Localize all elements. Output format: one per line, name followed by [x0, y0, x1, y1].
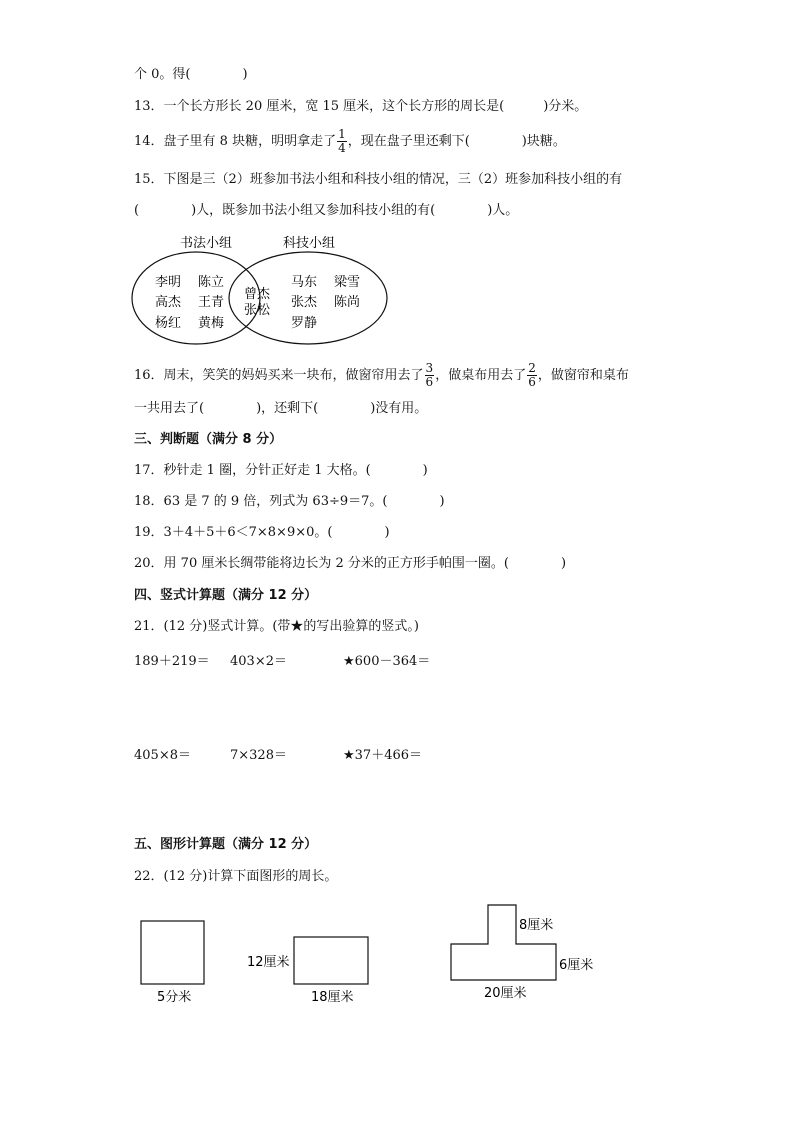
square-figure: [141, 921, 204, 984]
venn-right-name: 梁雪: [334, 275, 361, 290]
question-20: 20．用 70 厘米长绸带能将边长为 2 分米的正方形手帕围一圈。( ): [134, 556, 567, 571]
venn-right-name: 马东: [291, 275, 318, 290]
question-18: 18．63 是 7 的 9 倍，列式为 63÷9＝7。( ): [134, 494, 445, 509]
venn-left-name: 王青: [198, 295, 225, 310]
question-15-line1: 15．下图是三（2）班参加书法小组和科技小组的情况，三（2）班参加科技小组的有: [134, 172, 623, 187]
square-side-label: 5分米: [157, 990, 192, 1005]
t-shape-side-label: 6厘米: [559, 958, 594, 973]
q16-text-c: ，做窗帘和桌布: [537, 368, 629, 383]
q14-text-before: 14．盘子里有 8 块糖，明明拿走了: [134, 134, 337, 149]
venn-right-circle: [229, 252, 387, 344]
venn-right-name: 陈尚: [334, 295, 361, 310]
question-16-line1: [134, 362, 629, 389]
venn-left-name: 杨红: [155, 316, 182, 331]
t-shape-bottom-label: 20厘米: [484, 986, 527, 1001]
question-14: [134, 128, 566, 155]
calc-expression-with-check: ★600－364＝: [343, 654, 431, 669]
section-3-heading: 三、判断题（满分 8 分）: [134, 432, 283, 447]
rectangle-figure: [294, 937, 368, 984]
calc-expression: 405×8＝: [134, 748, 191, 763]
q16-fraction-1-numerator: 3: [425, 361, 434, 375]
question-22: 22．(12 分)计算下面图形的周长。: [134, 869, 338, 884]
venn-right-name: 张杰: [291, 295, 318, 310]
venn-middle-name: 张松: [244, 303, 271, 318]
venn-right-name: 罗静: [291, 316, 318, 331]
question-17: 17．秒针走 1 圈，分针正好走 1 大格。( ): [134, 463, 428, 478]
venn-left-label: 书法小组: [180, 236, 233, 251]
q14-fraction-numerator: 1: [338, 127, 346, 141]
question-21: 21．(12 分)竖式计算。(带★的写出验算的竖式。): [134, 619, 420, 634]
question-16-line2: 一共用去了( )，还剩下( )没有用。: [134, 401, 428, 416]
section-5-heading: 五、图形计算题（满分 12 分）: [134, 837, 318, 852]
calc-expression: 189＋219＝: [134, 654, 210, 669]
q14-text-after: ，现在盘子里还剩下( )块糖。: [347, 134, 566, 149]
question-19: 19．3＋4＋5＋6＜7×8×9×0。( ): [134, 525, 390, 540]
q16-text-a: 16．周末，笑笑的妈妈买来一块布，做窗帘用去了: [134, 368, 424, 383]
calc-expression-with-check: ★37＋466＝: [343, 748, 423, 763]
q16-fraction-2-denominator: 6: [528, 375, 536, 389]
rectangle-height-label: 12厘米: [247, 955, 290, 970]
q12-tail: 个 0。得( ): [134, 67, 248, 82]
section-4-heading: 四、竖式计算题（满分 12 分）: [134, 588, 318, 603]
q16-fraction-1: [425, 362, 435, 389]
q14-fraction-denominator: 4: [338, 141, 346, 155]
venn-left-circle: [132, 252, 260, 344]
q14-fraction: [337, 128, 347, 155]
venn-left-name: 陈立: [198, 275, 225, 290]
question-13: 13．一个长方形长 20 厘米，宽 15 厘米，这个长方形的周长是( )分米。: [134, 99, 588, 114]
venn-left-name: 黄梅: [198, 316, 225, 331]
calc-expression: 403×2＝: [230, 654, 287, 669]
venn-left-name: 李明: [155, 275, 182, 290]
q16-fraction-2-numerator: 2: [528, 361, 536, 375]
venn-middle-name: 曾杰: [244, 287, 271, 302]
venn-left-name: 高杰: [155, 295, 182, 310]
rectangle-width-label: 18厘米: [311, 990, 354, 1005]
question-15-line2: ( )人，既参加书法小组又参加科技小组的有( )人。: [134, 203, 519, 218]
q16-fraction-2: [527, 362, 537, 389]
calc-expression: 7×328＝: [230, 748, 287, 763]
q16-text-b: ，做桌布用去了: [435, 368, 527, 383]
t-shape-figure: [451, 905, 556, 980]
q16-fraction-1-denominator: 6: [425, 375, 434, 389]
venn-right-label: 科技小组: [283, 236, 336, 251]
t-shape-top-label: 8厘米: [519, 918, 554, 933]
